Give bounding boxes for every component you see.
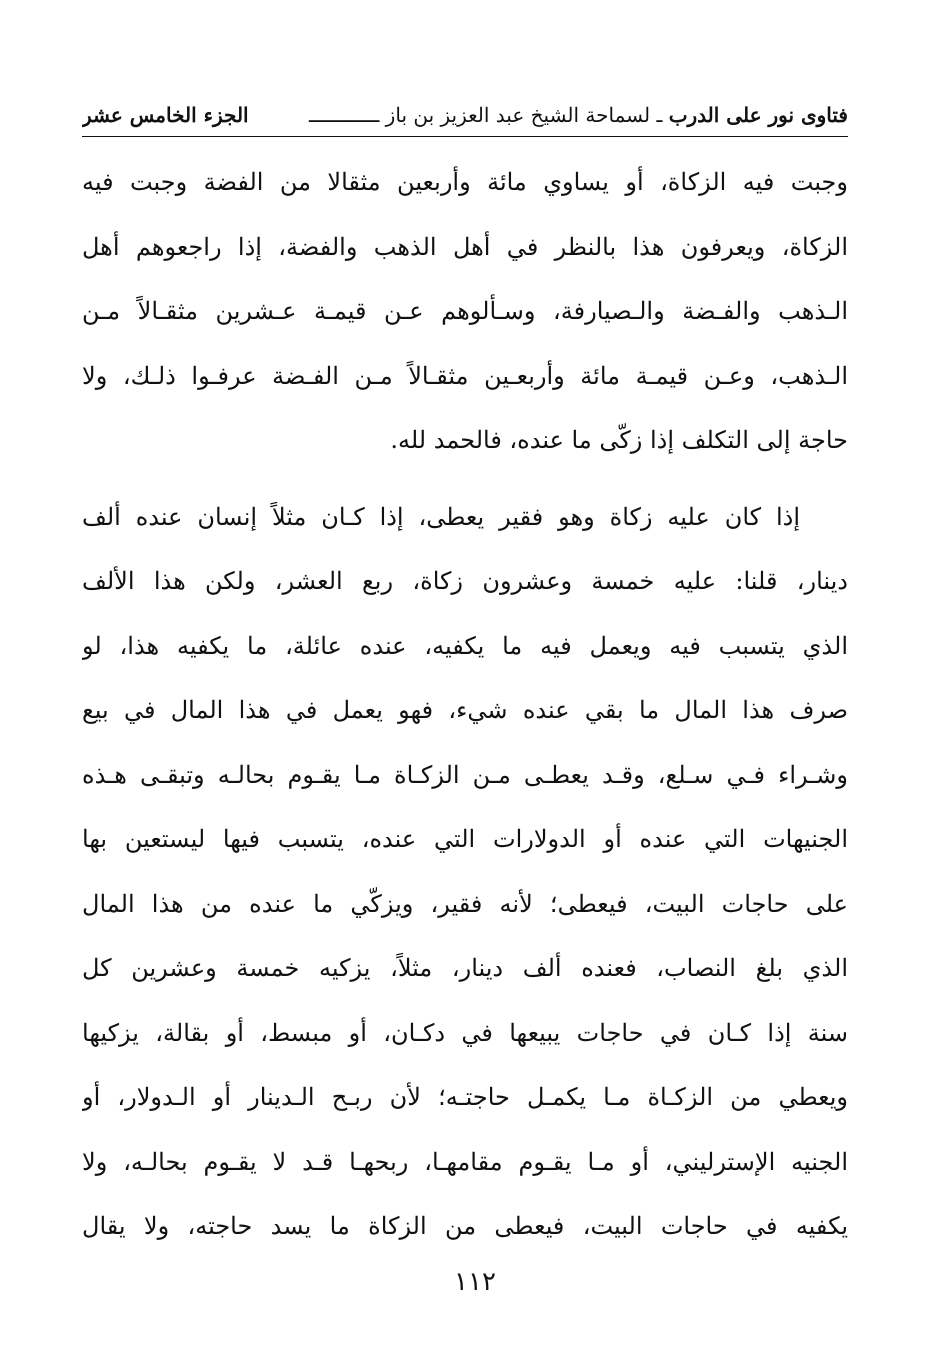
running-header (82, 98, 848, 132)
author-line: ـ لسماحة الشيخ عبد العزيز بن باز ــــــــــــ (309, 103, 663, 127)
text-line: الـذهب، وعـن قيمـة مائة وأربعـين مثقـالاً مـن الفـضة عرفـوا ذلـك، ولا (82, 361, 848, 390)
text-line: الزكاة، ويعرفون هذا بالنظر في أهل الذهب والفضة، إذا راجعوهم أهل (82, 232, 848, 261)
header-rule (82, 136, 848, 137)
text-line: الجنيهات التي عنده أو الدولارات التي عنده، يتسبب فيها ليستعين بها (82, 825, 848, 853)
page-number: ١١٢ (454, 1267, 496, 1297)
body-text (82, 150, 848, 1259)
text-line: ويعطي من الزكـاة مـا يكمـل حاجتـه؛ لأن ربـح الـدينار أو الـدولار، أو (82, 1083, 848, 1111)
text-line: يكفيه في حاجات البيت، فيعطى من الزكاة ما يسد حاجته، ولا يقال (82, 1212, 848, 1240)
part-title: الجزء الخامس عشر (82, 103, 249, 127)
text-line: وجبت فيه الزكاة، أو يساوي مائة وأربعين مثقالا من الفضة وجبت فيه (82, 168, 848, 196)
text-line: على حاجات البيت، فيعطى؛ لأنه فقير، ويزكّي ما عنده من هذا المال (82, 889, 848, 918)
text-line: إذا كان عليه زكاة وهو فقير يعطى، إذا كـان مثلاً إنسان عنده ألف (82, 502, 800, 531)
text-line: الجنيه الإسترليني، أو مـا يقـوم مقامهـا، ربحهـا قـد لا يقـوم بحالـه، ولا (82, 1147, 848, 1176)
text-line: دينار، قلنا: عليه خمسة وعشرون زكاة، ربع العشر، ولكن هذا الألف (82, 567, 848, 595)
text-line: حاجة إلى التكلف إذا زكّى ما عنده، فالحمد لله. (390, 426, 848, 454)
text-line: سنة إذا كـان في حاجات يبيعها في دكـان، أو مبسط، أو بقالة، يزكيها (82, 1018, 848, 1047)
book-title: فتاوى نور على الدرب (668, 103, 848, 127)
text-line: صرف هذا المال ما بقي عنده شيء، فهو يعمل في هذا المال في بيع (82, 696, 848, 724)
text-line: وشـراء فـي سـلع، وقـد يعطـى مـن الزكـاة مـا يقـوم بحالـه وتبقـى هـذه (82, 760, 848, 789)
paragraph-gap (82, 473, 848, 485)
text-line: الذي بلغ النصاب، فعنده ألف دينار، مثلاً، يزكيه خمسة وعشرين كل (82, 954, 848, 982)
text-line: الـذهب والفـضة والـصيارفة، وسـألوهم عـن قيمـة عـشرين مثقـالاً مـن (82, 297, 848, 325)
text-line: الذي يتسبب فيه ويعمل فيه ما يكفيه، عنده عائلة، ما يكفيه هذا، لو (82, 631, 848, 660)
